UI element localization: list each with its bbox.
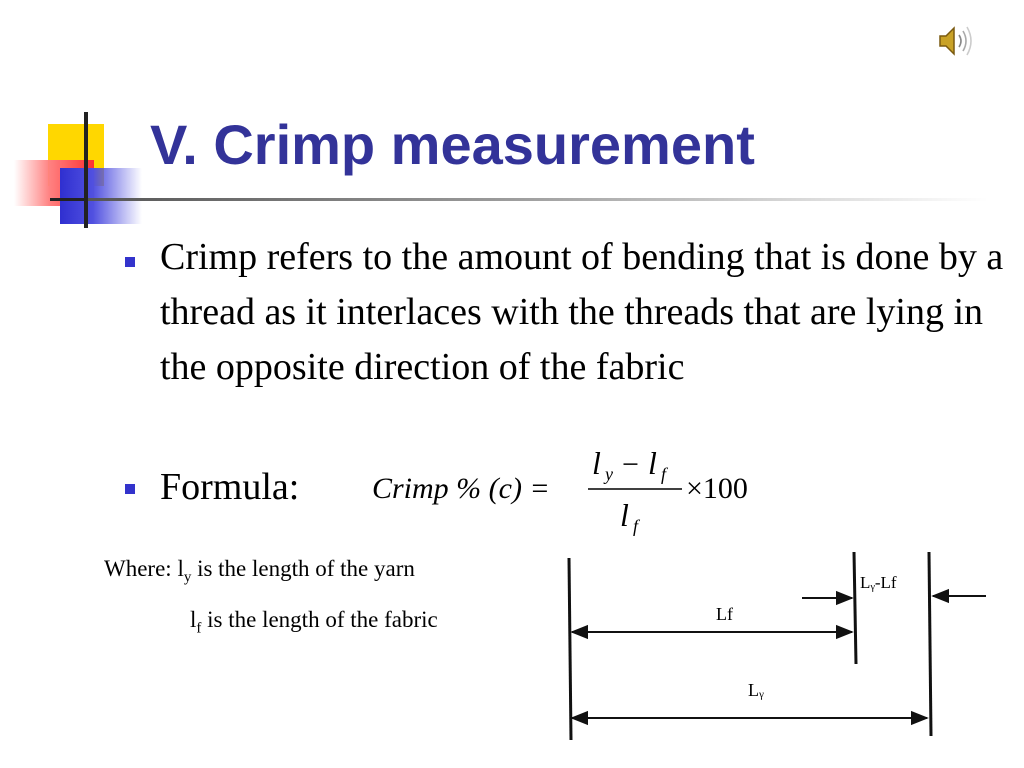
diagram-label-ly: Lᵧ — [748, 680, 764, 700]
diagram-yarn-end-line — [929, 552, 931, 736]
formula-num-b-sub: f — [661, 464, 667, 484]
formula-num-b: l — [648, 445, 657, 481]
ly-description: is the length of the yarn — [191, 556, 415, 581]
formula-minus: − — [622, 448, 639, 481]
diagram-left-line — [569, 558, 571, 740]
logo-blue-square — [60, 168, 142, 224]
diagram-label-diff: Lᵧ-Lf — [860, 573, 897, 592]
formula-den: l — [620, 497, 629, 533]
formula-den-sub: f — [633, 516, 639, 536]
lf-description: is the length of the fabric — [201, 607, 438, 632]
diagram-fabric-end-line — [854, 552, 856, 664]
ly-subscript: y — [183, 569, 192, 586]
where-prefix: Where: — [104, 556, 178, 581]
logo-vertical-line — [84, 112, 88, 228]
definition-ly — [104, 556, 415, 587]
slide-title: V. Crimp measurement — [150, 113, 755, 176]
diagram-label-lf: Lf — [716, 604, 733, 624]
bullet-text-formula: Formula: — [160, 466, 300, 508]
definition-lf — [190, 607, 438, 638]
lf-symbol: l — [190, 607, 197, 632]
bullet-marker — [125, 484, 135, 494]
title-underline — [88, 198, 988, 201]
lf-subscript: f — [196, 620, 202, 637]
ly-symbol: l — [177, 556, 184, 581]
bullet-marker — [125, 257, 135, 267]
formula-multiplier: ×100 — [686, 472, 748, 505]
formula-num-a-sub: y — [605, 464, 613, 484]
crimp-formula — [372, 438, 792, 548]
formula-lhs: Crimp % (c) = — [372, 472, 550, 505]
bullet-text-definition: Crimp refers to the amount of bending that is done by a thread as it interlaces with the threads that are lying in the opposite direction of the fabric — [160, 236, 1004, 388]
speaker-icon[interactable] — [936, 24, 974, 58]
formula-num-a: l — [592, 445, 601, 481]
crimp-length-diagram — [556, 540, 996, 750]
